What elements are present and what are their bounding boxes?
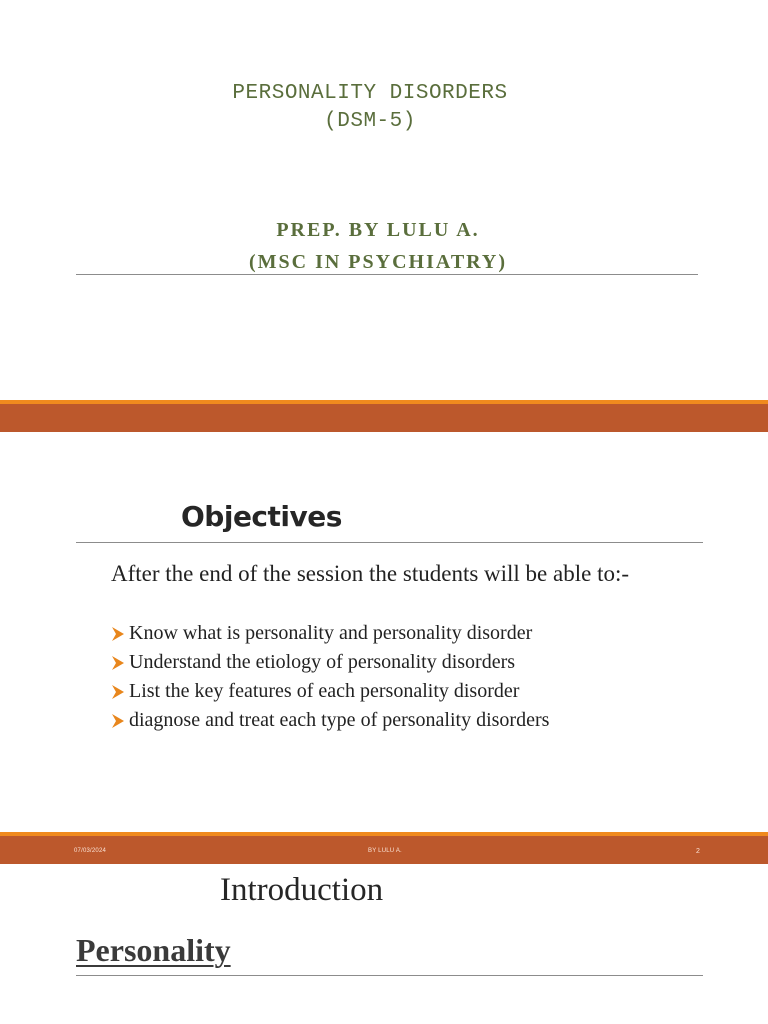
slide1-divider — [76, 274, 698, 275]
slide2-divider — [76, 542, 703, 543]
list-item — [111, 677, 549, 706]
slide3-heading: Introduction — [220, 872, 384, 908]
arrow-bullet-icon — [111, 654, 126, 672]
objective-text: diagnose and treat each type of personality disorders — [129, 709, 550, 731]
list-item — [111, 619, 549, 648]
objective-text: Understand the etiology of personality disorders — [129, 651, 516, 673]
slide2-heading: Objectives — [181, 500, 342, 533]
slide1-prep-line1: PREP. BY LULU A. — [276, 219, 480, 241]
slide2-intro-text: After the end of the session the students will be able to:- — [111, 561, 630, 586]
footer-author: BY LULU A. — [368, 848, 402, 854]
objectives-list — [111, 619, 549, 735]
slide1-title-line2: (DSM-5) — [324, 110, 416, 133]
slide3-subheading: Personality — [76, 932, 231, 968]
objective-text: Know what is personality and personality disorder — [129, 622, 533, 644]
list-item — [111, 648, 549, 677]
footer-page-number: 2 — [696, 848, 701, 855]
list-item — [111, 706, 549, 735]
slide1-title — [0, 80, 740, 136]
arrow-bullet-icon — [111, 683, 126, 701]
arrow-bullet-icon — [111, 712, 126, 730]
slide1-author-block — [0, 214, 756, 278]
footer-date: 07/03/2024 — [74, 848, 107, 854]
arrow-bullet-icon — [111, 625, 126, 643]
objective-text: List the key features of each personality disorder — [129, 680, 520, 702]
slide1-title-line1: PERSONALITY DISORDERS — [232, 82, 508, 105]
slide3-divider — [76, 975, 703, 976]
slide1-prep-line2: (MSC IN PSYCHIATRY) — [248, 251, 508, 273]
slide-separator-band — [0, 404, 768, 432]
